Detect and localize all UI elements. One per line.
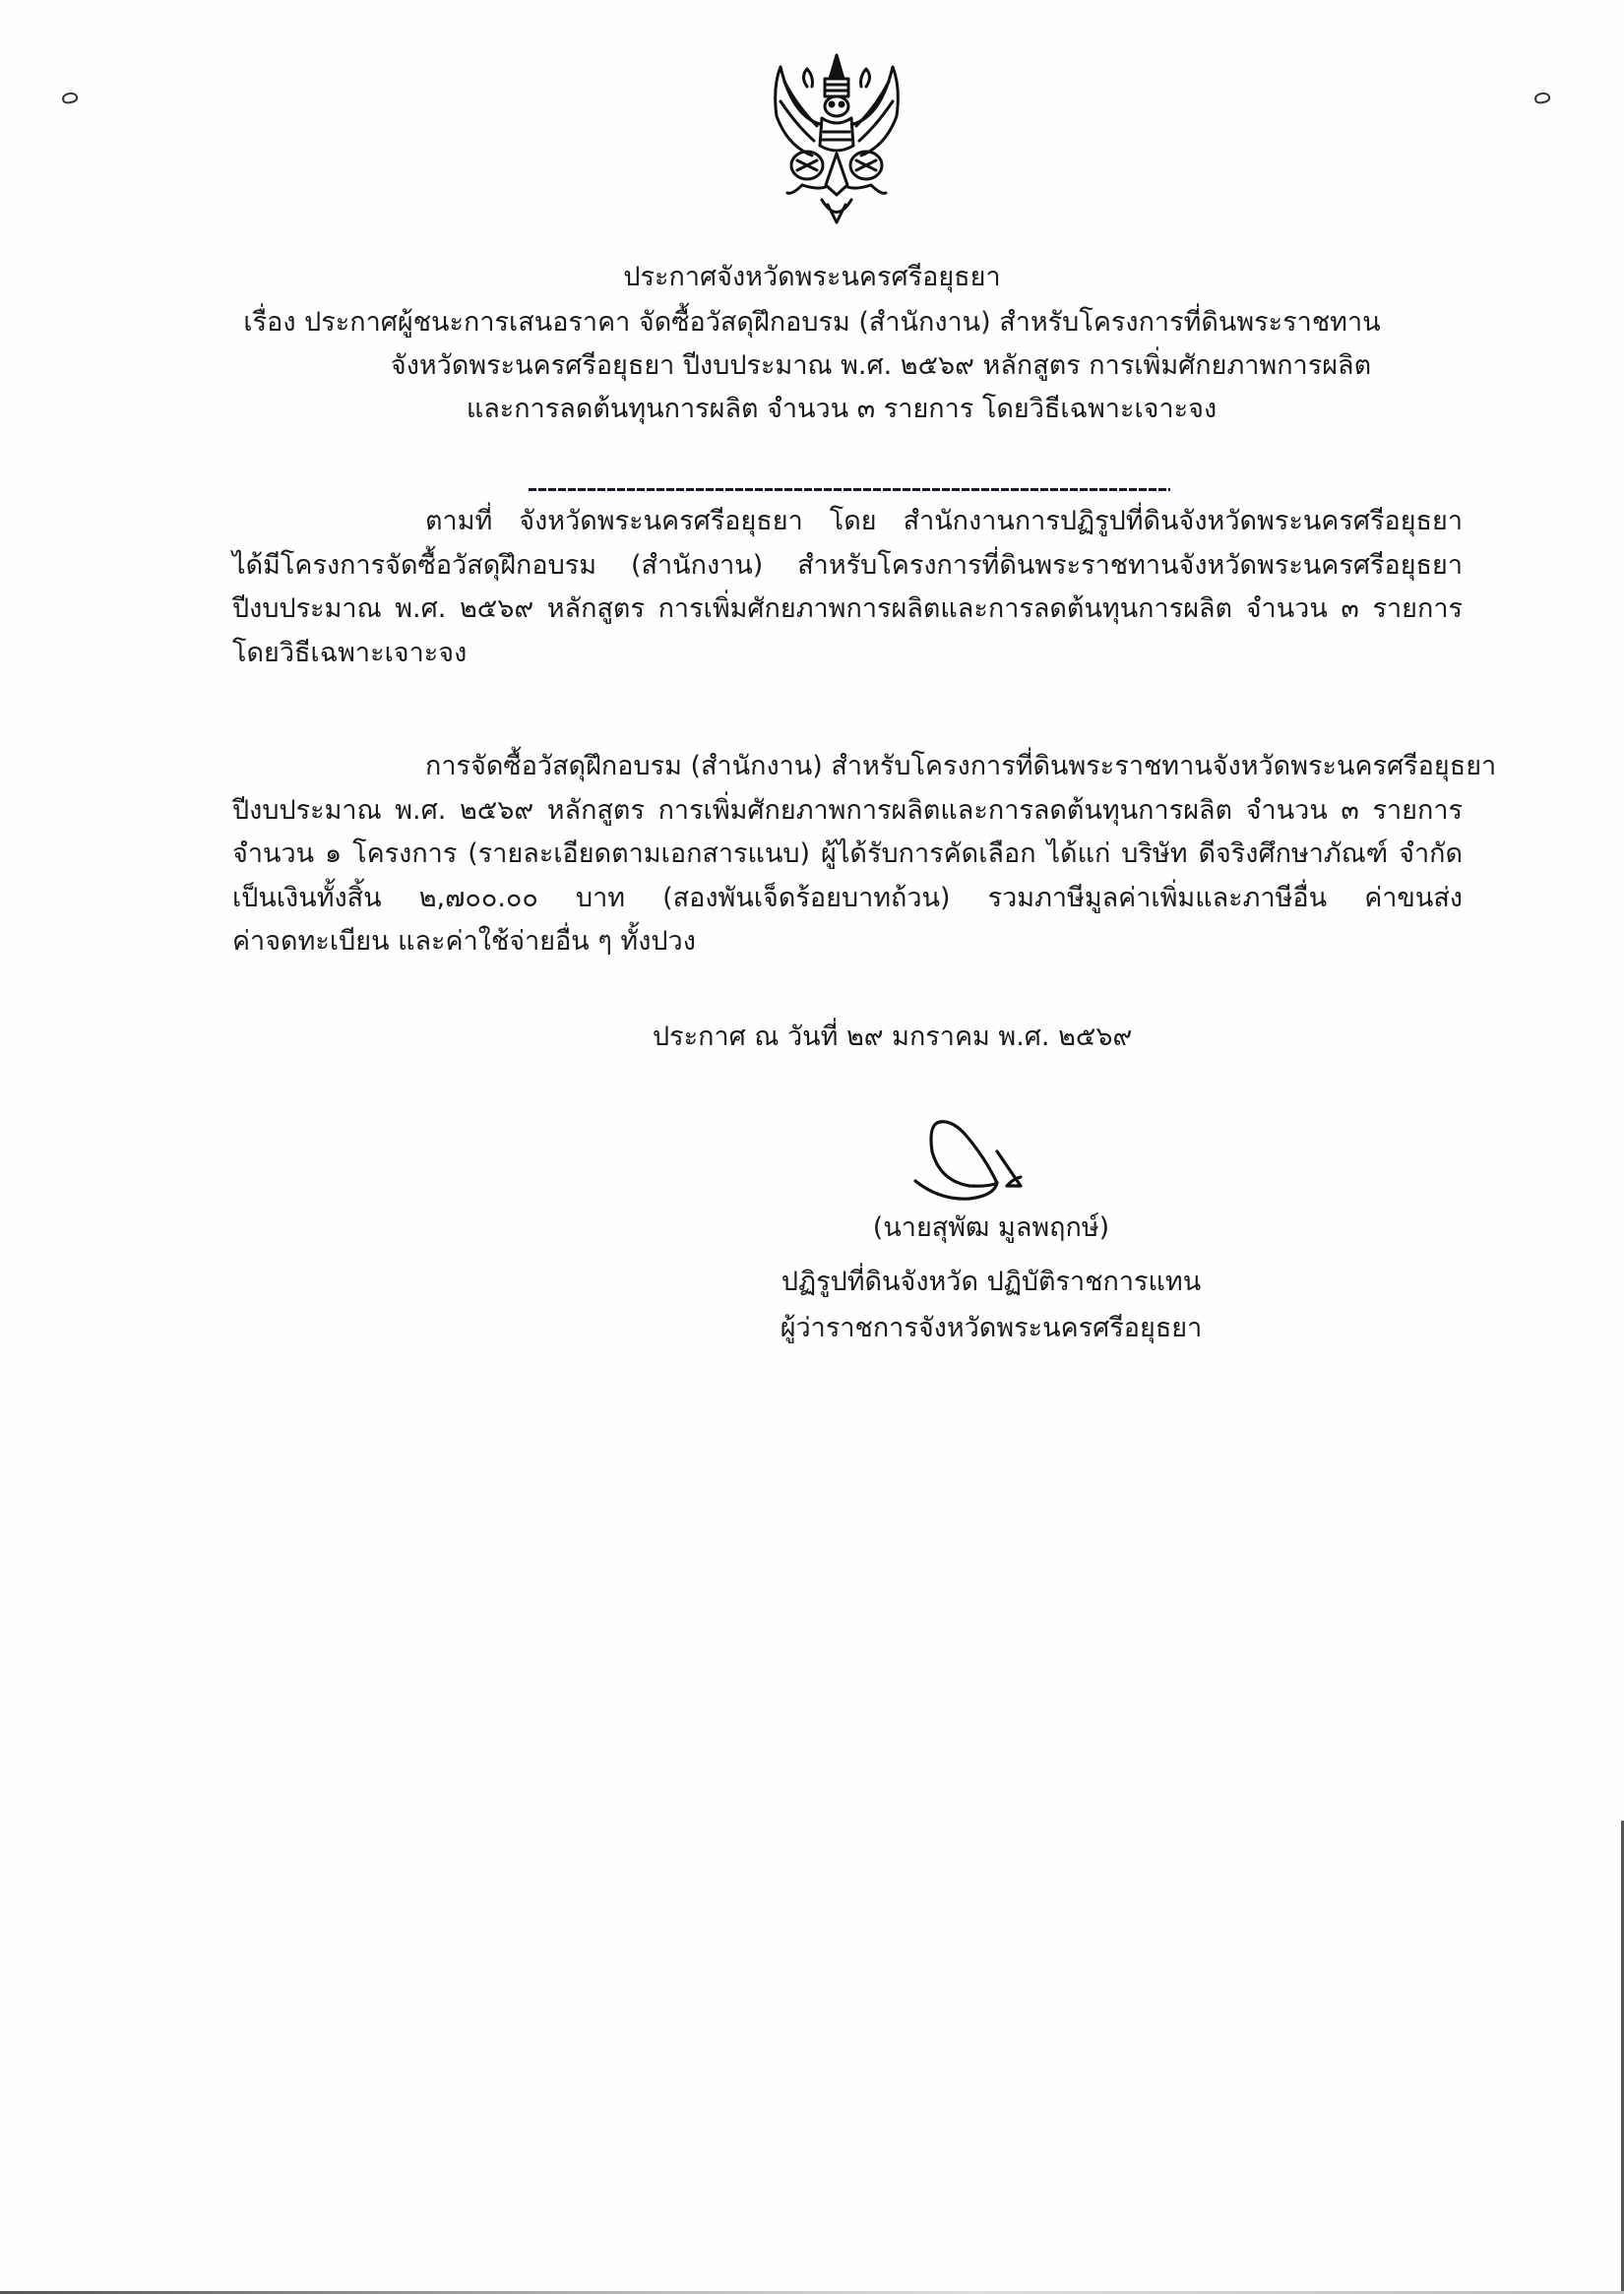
announcement-title: ประกาศจังหวัดพระนครศรีอยุธยา [623, 262, 1001, 292]
announcement-date: ประกาศ ณ วันที่ ๒๙ มกราคม พ.ศ. ๒๕๖๙ [653, 1022, 1133, 1052]
hole-punch-mark [1533, 92, 1551, 105]
paragraph1-line-2: ได้มีโครงการจัดซื้อวัสดุฝึกอบรม (สำนักงาน) สำหรับโครงการที่ดินพระราชทานจังหวัดพระนครศรีอยุธยา [232, 549, 1463, 581]
subject-line-1: เรื่อง ประกาศผู้ชนะการเสนอราคา จัดซื้อวัสดุฝึกอบรม (สำนักงาน) สำหรับโครงการที่ดินพระราชทาน [243, 307, 1381, 338]
paragraph1-line-3: ปีงบประมาณ พ.ศ. ๒๕๖๙ หลักสูตร การเพิ่มศักยภาพการผลิตและการลดต้นทุนการผลิต จำนวน ๓ รายการ [232, 593, 1463, 624]
paragraph1-line-1: ตามที่ จังหวัดพระนครศรีอยุธยา โดย สำนักงานการปฏิรูปที่ดินจังหวัดพระนครศรีอยุธยา [425, 506, 1463, 536]
subject-line-2: จังหวัดพระนครศรีอยุธยา ปีงบประมาณ พ.ศ. ๒๕๖๙ หลักสูตร การเพิ่มศักยภาพการผลิต [390, 350, 1372, 381]
hole-punch-mark [61, 92, 79, 105]
paragraph2-line-3: จำนวน ๑ โครงการ (รายละเอียดตามเอกสารแนบ) ผู้ได้รับการคัดเลือก ได้แก่ บริษัท ดีจริงศึกษาภัณฑ์ จำกัด [232, 838, 1463, 869]
paragraph2-line-2: ปีงบประมาณ พ.ศ. ๒๕๖๙ หลักสูตร การเพิ่มศักยภาพการผลิตและการลดต้นทุนการผลิต จำนวน ๓ รายการ [232, 794, 1463, 826]
signer-name: (นายสุพัฒ มูลพฤกษ์) [872, 1212, 1110, 1243]
signer-on-behalf-of: ผู้ว่าราชการจังหวัดพระนครศรีอยุธยา [780, 1313, 1203, 1343]
signer-position: ปฏิรูปที่ดินจังหวัด ปฏิบัติราชการแทน [781, 1267, 1202, 1297]
paragraph2-line-5: ค่าจดทะเบียน และค่าใช้จ่ายอื่น ๆ ทั้งปวง [232, 926, 696, 957]
paragraph-background [232, 500, 1463, 675]
handwritten-signature-icon [910, 1112, 1038, 1210]
paragraph1-line-4: โดยวิธีเฉพาะเจาะจง [232, 637, 468, 668]
paragraph2-line-1: การจัดซื้อวัสดุฝึกอบรม (สำนักงาน) สำหรับโครงการที่ดินพระราชทานจังหวัดพระนครศรีอยุธยา [425, 751, 1497, 781]
separator-dashed-line [529, 488, 1170, 491]
paragraph-award [232, 745, 1497, 964]
subject-line-3: และการลดต้นทุนการผลิต จำนวน ๓ รายการ โดยวิธีเฉพาะเจาะจง [466, 394, 1218, 424]
paragraph2-line-4: เป็นเงินทั้งสิ้น ๒,๗๐๐.๐๐ บาท (สองพันเจ็ดร้อยบาทถ้วน) รวมภาษีมูลค่าเพิ่มและภาษีอื่น ค่าขนส่ง [232, 882, 1463, 913]
garuda-emblem-icon [763, 47, 910, 229]
